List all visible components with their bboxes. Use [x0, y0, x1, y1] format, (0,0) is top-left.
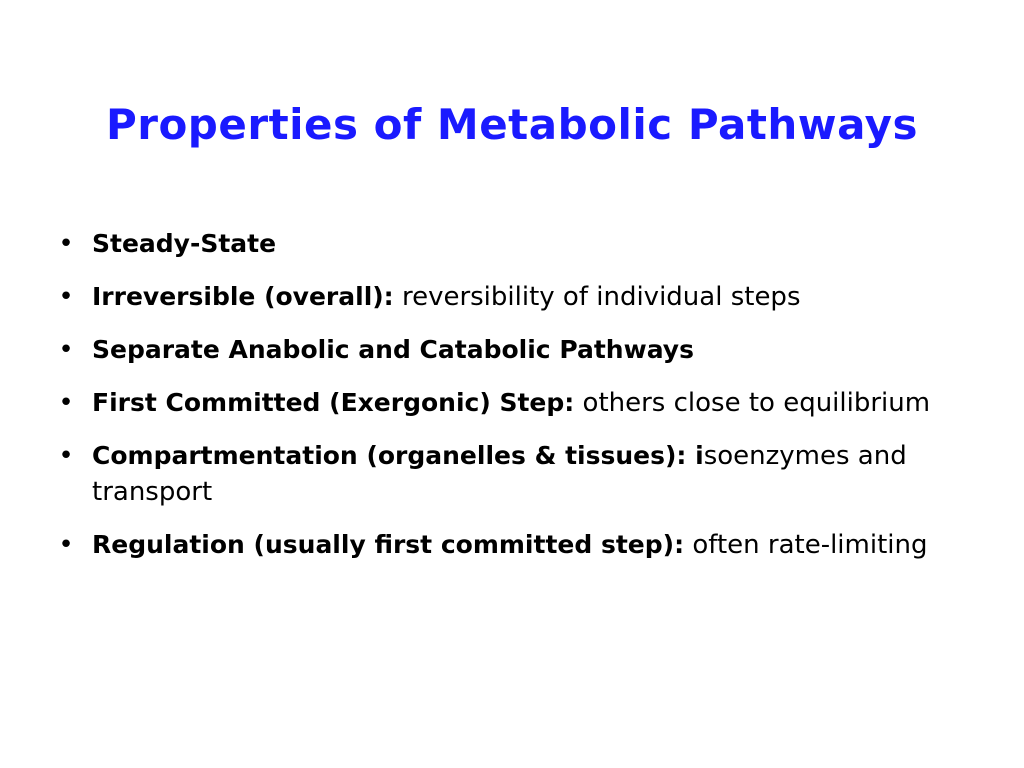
- bullet-item-steady-state: [56, 226, 976, 262]
- bullet-rest: often rate-limiting: [684, 530, 928, 560]
- bullet-item-separate-pathways: [56, 332, 976, 368]
- bullet-lead: Steady-State: [92, 229, 277, 258]
- bullet-icon: •: [58, 335, 74, 365]
- bullet-rest: reversibility of individual steps: [393, 282, 801, 312]
- bullet-item-compartmentation: [56, 438, 976, 510]
- bullet-lead: Irreversible (overall):: [92, 282, 394, 311]
- bullet-lead: Separate Anabolic and Catabolic Pathways: [92, 335, 694, 364]
- bullet-icon: •: [58, 530, 74, 560]
- bullet-rest: others close to equilibrium: [574, 388, 931, 418]
- bullet-icon: •: [58, 229, 74, 259]
- bullet-icon: •: [58, 282, 74, 312]
- bullet-lead: Regulation (usually first committed step):: [92, 530, 685, 559]
- slide-title: Properties of Metabolic Pathways: [105, 100, 919, 149]
- bullet-icon: •: [58, 441, 74, 471]
- bullet-lead: Compartmentation (organelles & tissues): i: [92, 441, 704, 470]
- bullet-rest: soenzymes and transport: [92, 441, 907, 507]
- bullet-icon: •: [58, 388, 74, 418]
- bullet-item-regulation: [56, 527, 976, 563]
- bullet-item-first-committed-step: [56, 385, 976, 421]
- bullet-lead: First Committed (Exergonic) Step:: [92, 388, 575, 417]
- bullet-item-irreversible: [56, 279, 976, 315]
- bullet-list: [56, 226, 976, 580]
